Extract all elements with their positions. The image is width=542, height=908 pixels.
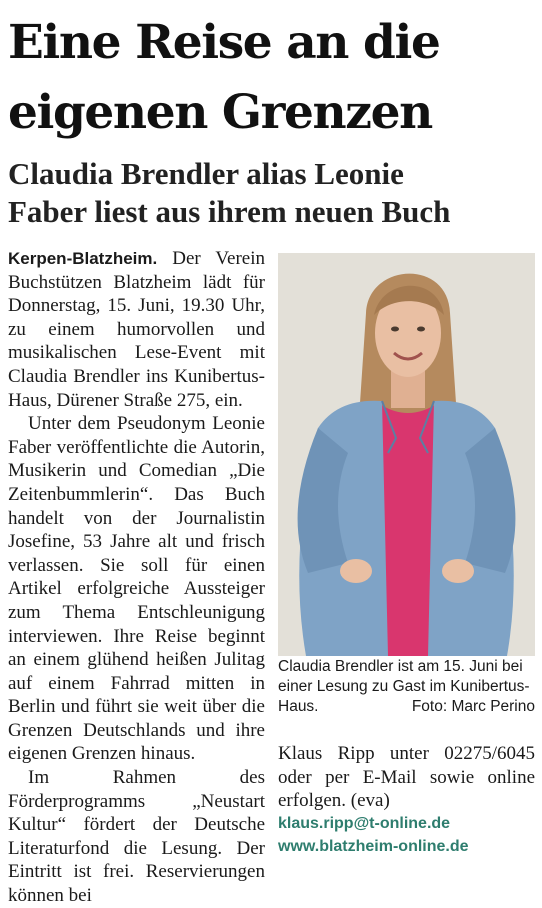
article-paragraph-2: Unter dem Pseudonym Leonie Faber veröffentlichte die Autorin, Musikerin und Comedian „Die Zeitenbummlerin“. Das Buch handelt von der Journalistin Josefine, 53 Jahre alt und frisch verlassen. Sie soll für einen Artikel erfolgreiche Aussteiger zum Thema Entschleunigung interviewen. Ihre Reise beginnt an einem glühend heißen Julitag auf einem Fahrrad mitten in Berlin und führt sie weit über die Grenzen Deutschlands und ihre eigenen Grenzen hinaus. [8,413,265,765]
article-column-left [8,247,265,908]
dateline: Kerpen-Blatzheim. [8,249,158,268]
headline-line-2: eigenen Grenzen [8,85,432,140]
article-column-right [278,742,535,813]
subhead-line-2: Faber liest aus ihrem neuen Buch [8,194,451,229]
paragraph-1-text: Der Verein Buchstützen Blatzheim lädt für Donnerstag, 15. Juni, 19.30 Uhr, zu einem humorvollen und musikalischen Lese-Event mit Claudia Brendler ins Kunibertus-Haus, Dürener Straße 275, ein. [8,248,265,411]
subheadline [8,155,536,231]
subhead-line-1: Claudia Brendler alias Leonie [8,156,404,191]
article-paragraph-3: Im Rahmen des Förderprogramms „Neustart Kultur“ fördert der Deutsche Literaturfond die Lesung. Der Eintritt ist frei. Reservierungen können bei [8,767,265,907]
headline-line-1: Eine Reise an die [8,15,440,70]
caption-text: Claudia Brendler ist am 15. Juni bei einer Lesung zu Gast im Kunibertus-Haus. [278,658,530,715]
headline [8,8,536,148]
contact-links [278,812,535,858]
portrait-photo [278,253,535,656]
article-paragraph-3-continued: Klaus Ripp unter 02275/6045 oder per E-Mail sowie online erfolgen. (eva) [278,743,535,812]
portrait-illustration [278,253,535,656]
email-link[interactable]: klaus.ripp@t-online.de [278,815,451,832]
photo-credit: Foto: Marc Perino [411,697,535,715]
website-link[interactable]: www.blatzheim-online.de [278,838,469,855]
photo-caption [278,657,535,716]
article-paragraph-1 [8,247,265,412]
